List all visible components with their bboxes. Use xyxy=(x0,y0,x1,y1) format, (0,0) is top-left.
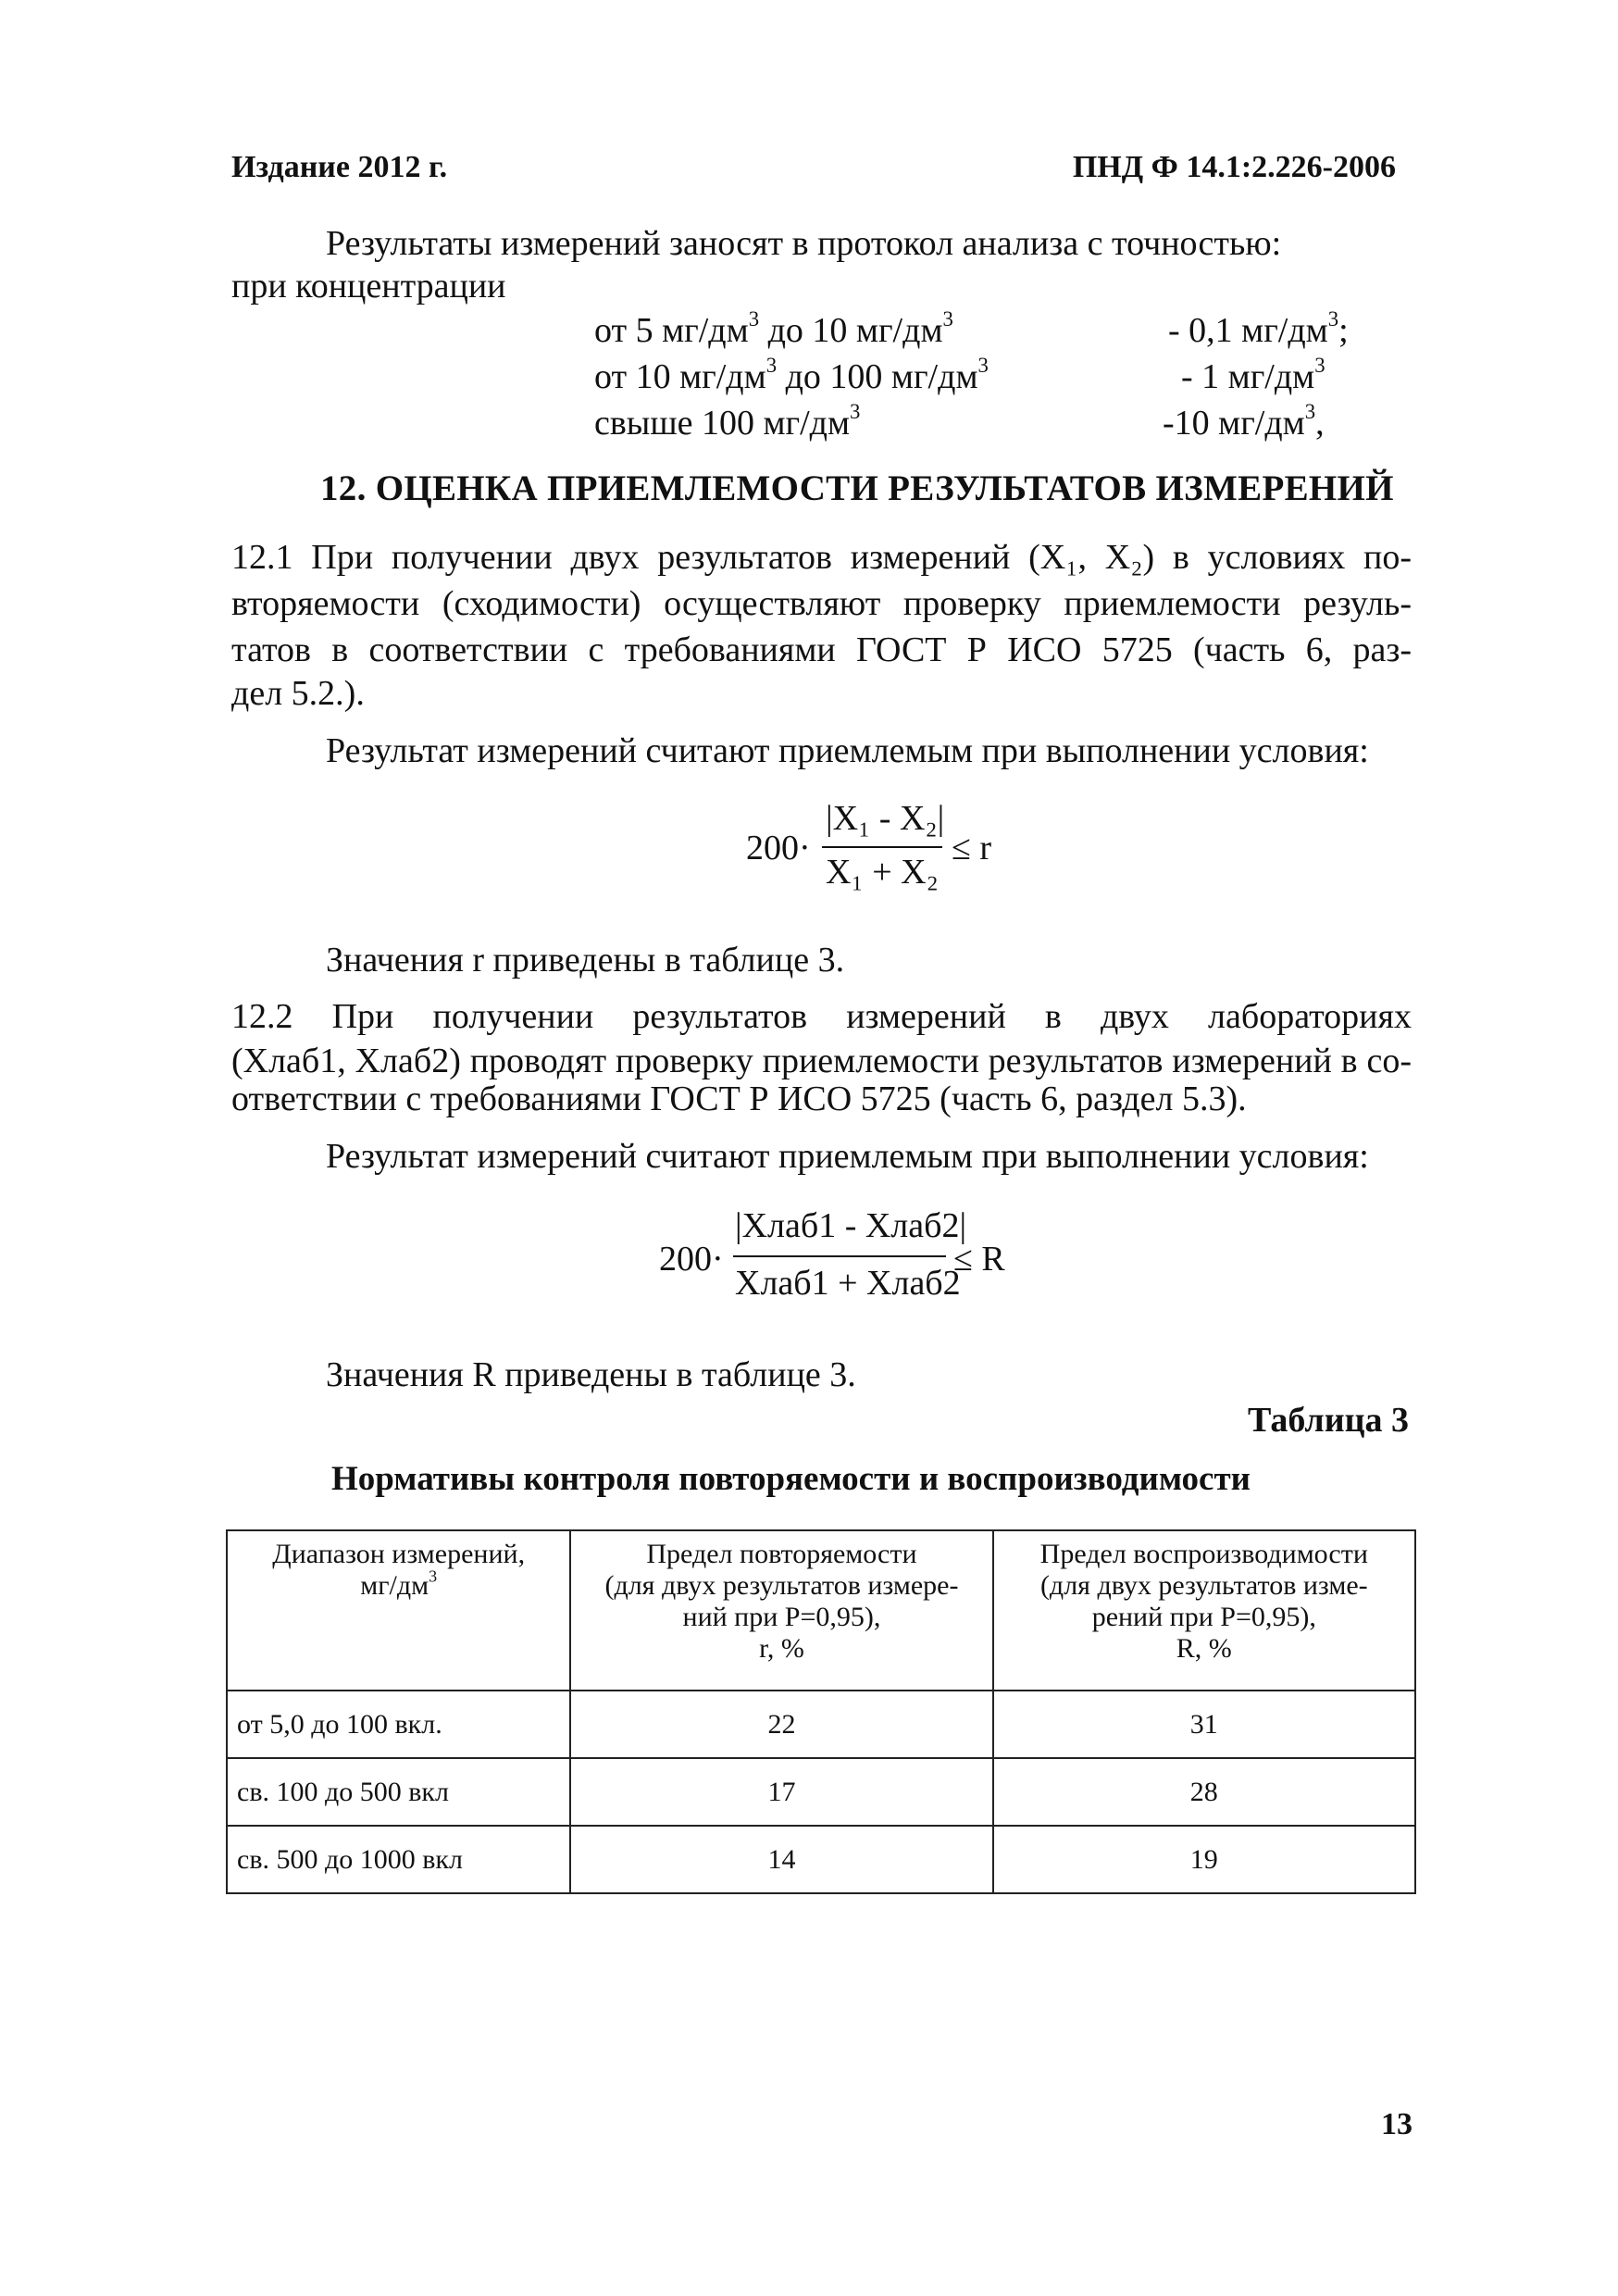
p121-line-4: дел 5.2.). xyxy=(231,674,365,713)
table-row xyxy=(227,1758,1415,1826)
formula1-numerator: |X₁ - X₂| xyxy=(826,799,945,838)
intro-line-1: Результаты измерений заносят в протокол анализа с точностью: xyxy=(326,224,1282,263)
header-range-unit: $мг/дм^3$ xyxy=(360,1566,438,1601)
header-line: Предел повторяемости xyxy=(646,1539,917,1569)
precision-2: - 1 $мг/дм^3$ xyxy=(1181,353,1326,396)
range-2: от 10 $мг/дм^3$ до 100 $мг/дм^3$ xyxy=(594,353,989,396)
formula2-coef: 200· xyxy=(659,1240,724,1279)
cell-range: св. 500 до 1000 вкл xyxy=(227,1826,570,1893)
page-number: 13 xyxy=(1381,2107,1413,2141)
formula2-denominator: Xлаб1 + Xлаб2 xyxy=(735,1264,961,1303)
p121-line-2: вторяемости (сходимости) осуществляют проверку приемлемости резуль- xyxy=(231,584,1412,623)
cell-range: от 5,0 до 100 вкл. xyxy=(227,1691,570,1758)
cell-R: 19 xyxy=(993,1826,1415,1893)
formula2-numerator: |Xлаб1 - Xлаб2| xyxy=(735,1206,967,1245)
header-line: R, % xyxy=(1176,1633,1232,1664)
formula1-coef: 200· xyxy=(746,829,811,867)
p121-line-1: 12.1 При получении двух результатов измерений (X₁, X₂) в условиях по- xyxy=(231,538,1412,577)
header-line: Предел воспроизводимости xyxy=(1039,1539,1368,1569)
header-reproducibility xyxy=(993,1530,1415,1691)
cell-range: св. 100 до 500 вкл xyxy=(227,1758,570,1826)
formula2-relation: ≤ R xyxy=(953,1240,1005,1279)
document-code: ПНД Ф 14.1:2.226-2006 xyxy=(1072,150,1396,184)
table-header-row xyxy=(227,1530,1415,1691)
p122-line-1: 12.2 При получении результатов измерений в двух лабораториях xyxy=(231,997,1412,1036)
cell-r: 22 xyxy=(570,1691,992,1758)
range-3: свыше 100 $мг/дм^3$ xyxy=(594,399,861,443)
formula1-denominator: X₁ + X₂ xyxy=(826,853,939,892)
cell-R: 31 xyxy=(993,1691,1415,1758)
p122-line-2: (Xлаб1, Xлаб2) проводят проверку приемлемости результатов измерений в со- xyxy=(231,1042,1412,1080)
formula-repeatability xyxy=(746,798,1005,900)
table-caption: Нормативы контроля повторяемости и воспроизводимости xyxy=(331,1460,1251,1498)
header-range-line: Диапазон измерений, xyxy=(272,1539,526,1569)
header-range xyxy=(227,1530,570,1691)
precision-1: - 0,1 $мг/дм^3$; xyxy=(1168,306,1349,350)
norms-table xyxy=(226,1529,1416,1894)
formula2-fraction-bar xyxy=(733,1255,946,1257)
p121-line-3: татов в соответствии с требованиями ГОСТ Р ИСО 5725 (часть 6, раз- xyxy=(231,630,1412,669)
cell-R: 28 xyxy=(993,1758,1415,1826)
cell-r: 17 xyxy=(570,1758,992,1826)
header-repeatability xyxy=(570,1530,992,1691)
table-row xyxy=(227,1691,1415,1758)
note-1: Значения r приведены в таблице 3. xyxy=(326,941,845,980)
table-label: Таблица 3 xyxy=(1247,1401,1409,1440)
condition-1: Результат измерений считают приемлемым при выполнении условия: xyxy=(326,731,1369,770)
header-line: рений при P=0,95), xyxy=(1091,1602,1316,1632)
note-2: Значения R приведены в таблице 3. xyxy=(326,1355,856,1394)
table-row xyxy=(227,1826,1415,1893)
intro-line-2: при концентрации xyxy=(231,267,506,306)
header-line: (для двух результатов измере- xyxy=(604,1570,959,1601)
p122-line-3: ответствии с требованиями ГОСТ Р ИСО 5725 (часть 6, раздел 5.3). xyxy=(231,1079,1247,1118)
header-line: (для двух результатов изме- xyxy=(1039,1570,1368,1601)
header-line: ний при P=0,95), xyxy=(682,1602,881,1632)
header-line: r, % xyxy=(759,1633,804,1664)
condition-2: Результат измерений считают приемлемым при выполнении условия: xyxy=(326,1137,1369,1176)
formula1-relation: ≤ r xyxy=(952,829,992,867)
cell-r: 14 xyxy=(570,1826,992,1893)
range-1: от 5 $мг/дм^3$ до 10 $мг/дм^3$ xyxy=(594,306,953,350)
formula1-fraction-bar xyxy=(822,846,942,848)
section-heading: 12. ОЦЕНКА ПРИЕМЛЕМОСТИ РЕЗУЛЬТАТОВ ИЗМЕРЕНИЙ xyxy=(320,468,1394,508)
edition-label: Издание 2012 г. xyxy=(231,150,448,184)
formula-reproducibility xyxy=(659,1205,1011,1316)
precision-3: -10 $мг/дм^3$, xyxy=(1163,399,1325,443)
